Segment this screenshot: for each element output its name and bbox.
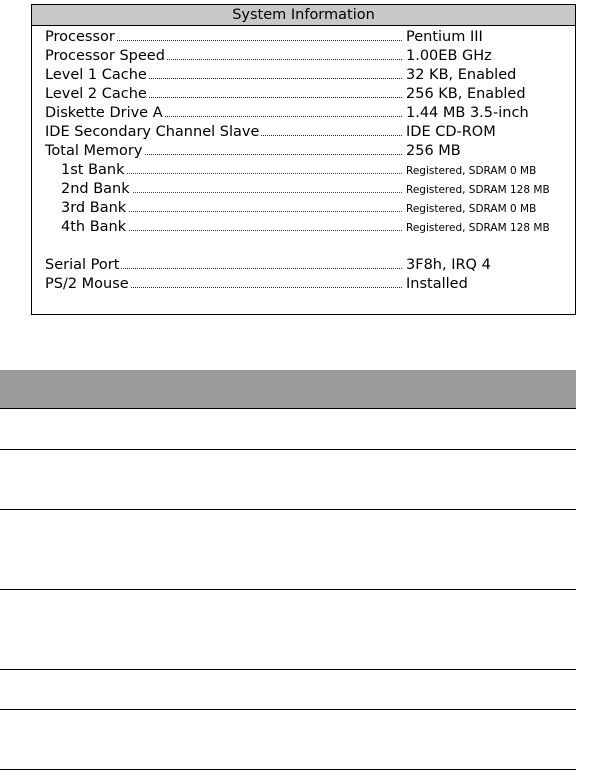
row-value: Registered, SDRAM 0 MB (406, 203, 537, 215)
row-diskette-drive-a (32, 104, 575, 122)
row-label: Total Memory (45, 143, 143, 159)
row-label: Serial Port (45, 257, 120, 273)
row-processor (32, 28, 575, 46)
row-2nd-bank (32, 180, 575, 198)
table-row (0, 510, 576, 590)
row-ps2-mouse (32, 275, 575, 293)
row-level2-cache (32, 85, 575, 103)
row-4th-bank (32, 218, 575, 236)
row-label: PS/2 Mouse (45, 276, 129, 292)
row-value: Registered, SDRAM 128 MB (406, 222, 550, 234)
row-label: 4th Bank (61, 219, 127, 235)
row-value: Registered, SDRAM 0 MB (406, 165, 537, 177)
row-processor-speed (32, 47, 575, 65)
row-serial-port (32, 256, 575, 274)
row-value: 32 KB, Enabled (406, 67, 517, 83)
table-row (0, 670, 576, 710)
system-information-panel (31, 4, 576, 315)
row-value: 1.44 MB 3.5-inch (406, 105, 529, 121)
panel-title: System Information (32, 5, 575, 26)
row-ide-secondary-slave (32, 123, 575, 141)
row-label: Diskette Drive A (45, 105, 163, 121)
row-1st-bank (32, 161, 575, 179)
row-value: IDE CD-ROM (406, 124, 496, 140)
row-value: Pentium III (406, 29, 483, 45)
row-value: Registered, SDRAM 128 MB (406, 184, 550, 196)
table-header (0, 370, 576, 409)
row-3rd-bank (32, 199, 575, 217)
table-row (0, 450, 576, 510)
row-label: Level 1 Cache (45, 67, 147, 83)
row-label: Processor (45, 29, 115, 45)
row-label: Level 2 Cache (45, 86, 147, 102)
row-total-memory (32, 142, 575, 160)
row-label: 1st Bank (61, 162, 125, 178)
row-label: 3rd Bank (61, 200, 127, 216)
row-label: IDE Secondary Channel Slave (45, 124, 260, 140)
row-value: 256 KB, Enabled (406, 86, 526, 102)
table-row (0, 409, 576, 450)
row-value: 256 MB (406, 143, 461, 159)
table-row (0, 590, 576, 670)
row-value: 1.00EB GHz (406, 48, 492, 64)
row-label: 2nd Bank (61, 181, 130, 197)
row-label: Processor Speed (45, 48, 165, 64)
row-value: Installed (406, 276, 468, 292)
row-value: 3F8h, IRQ 4 (406, 257, 491, 273)
table-row (0, 710, 576, 770)
row-level1-cache (32, 66, 575, 84)
